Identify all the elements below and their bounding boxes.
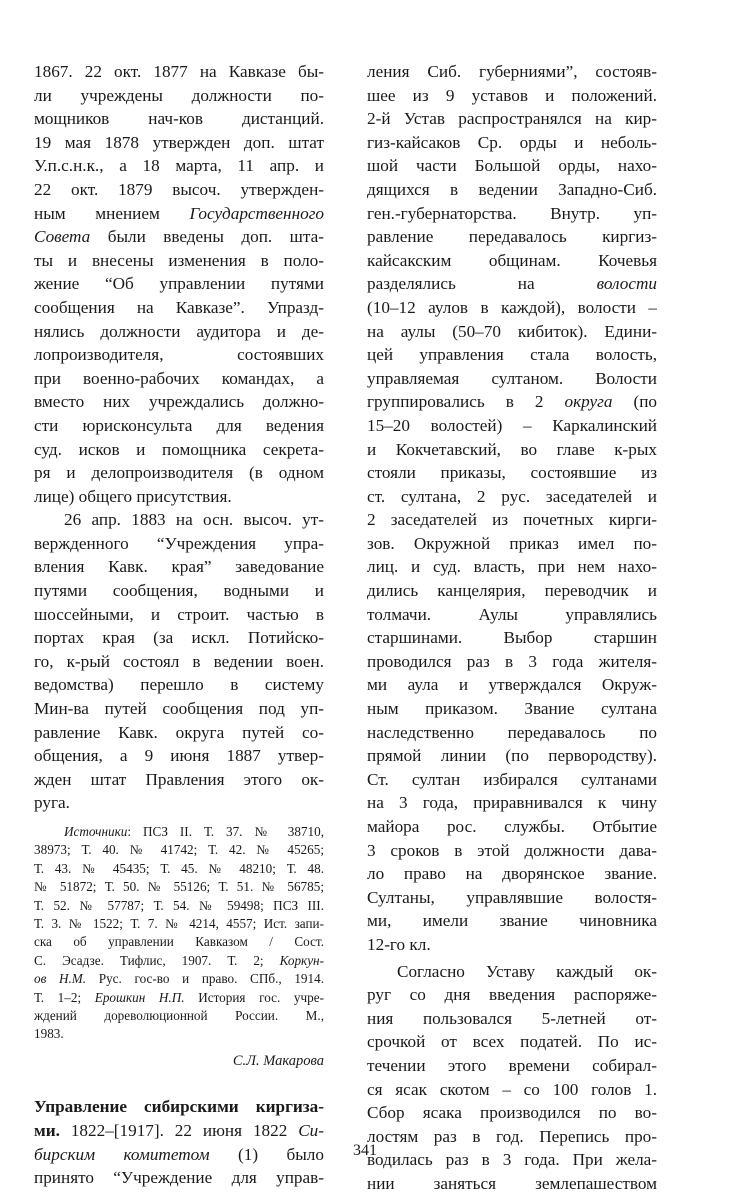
text-line: лице) общего присутствия. [34,486,232,506]
right-column [367,60,657,1196]
text-fragment: (1) было [209,1144,324,1164]
text-line: зов. Окружной приказ имел по- [367,533,657,553]
text-line: вместо них учреждались должно- [34,392,324,412]
text-line: течении этого времени собирал- [367,1055,657,1075]
text-line: Согласно Уставу каждый ок- [397,961,657,981]
text-line: равление Кавк. округа путей со- [34,722,324,742]
text-fragment: группировались в 2 [367,392,565,412]
text-line: вержденного “Учреждения упра- [34,533,324,553]
text-line: ст. султана, 2 рус. заседателей и [367,486,657,506]
text-line: гиз-кайсаков Ср. орды и неболь- [367,132,657,152]
text-line: № 51872; Т. 50. № 55126; Т. 51. № 56785; [34,879,324,895]
text-line: ведомства) перешло в систему [34,675,324,695]
italic-term: округа [564,392,613,412]
text-line: цей управления стала волость, [367,345,657,365]
paragraph-2 [34,508,324,815]
text-line: сти юрисконсульта для ведения [34,415,324,435]
text-line: старшинами. Выбор старшин [367,628,657,648]
text-line: Сбор ясака производился по во- [367,1103,657,1123]
text-line: срочкой от всех податей. По ис- [367,1032,657,1052]
text-line: шой части Большой орды, нахо- [367,156,657,176]
text-line: ми, имели звание чиновника [367,911,657,931]
text-line: 38973; Т. 40. № 41742; Т. 42. № 45265; [34,842,324,858]
italic-term: Совета [34,227,91,247]
text-line: портах края (за искл. Потийско- [34,628,324,648]
text-fragment: были введены доп. шта- [90,227,324,247]
paragraph-3 [367,60,657,957]
text-line: жден штат Правления этого ок- [34,769,324,789]
text-fragment: разделялись на [367,274,597,294]
text-line: наследственно передавалось по [367,722,657,742]
text-fragment: ным мнением [34,203,190,223]
text-line: 12-го кл. [367,934,431,954]
italic-author: ов Н.М. [34,971,87,987]
text-line: 22 окт. 1879 высоч. утвержден- [34,179,324,199]
paragraph-1 [34,60,324,508]
sources-label: Источники [64,824,128,839]
italic-term: бирским комитетом [34,1144,210,1164]
text-line: лиц. и суд. власть, при нем нахо- [367,557,657,577]
text-line: общения, а 9 июня 1887 утвер- [34,746,324,766]
page-number: 341 [353,1142,377,1159]
text-line [367,272,657,296]
text-line: майора рос. службы. Отбытие [367,817,657,836]
text-line: проводился раз в 3 года жителя- [367,651,657,671]
text-line: руг со дня введения распоряже- [367,985,657,1005]
text-line: Т. 43. № 45435; Т. 45. № 48210; Т. 48. [34,860,324,876]
text-line: 3 сроков в этой должности дава- [367,840,657,860]
italic-author: Ерошкин Н.П. [94,989,185,1005]
text-line: ло право на дворянское звание. [367,864,657,884]
text-line: путями сообщения, водными и [34,581,324,601]
text-line: 2 заседателей из почетных кирги- [367,510,657,530]
text-line: на аулы (50–70 кибиток). Едини- [367,321,657,341]
text-line: ния пользовался 5-летней от- [367,1008,657,1028]
text-line: ска об управлении Кавказом / Сост. [34,934,324,950]
text-line [34,225,324,249]
text-line: кайсакским общинам. Кочевья [367,250,657,270]
text-line: 2-й Устав распространялся на кир- [367,109,657,129]
text-line [34,970,324,988]
text-fragment: Т. 1–2; [34,989,95,1005]
text-line: 1983. [34,1026,64,1042]
text-line: ждений дореволюционной России. М., [34,1008,324,1024]
text-line: дящихся в ведении Западно-Сиб. [367,179,657,199]
text-line: жение “Об управлении путями [34,274,324,294]
text-fragment: Рус. гос-во и право. СПб., 1914. [86,971,324,987]
text-line [34,823,324,841]
text-fragment: (по [612,392,657,412]
text-line: ся ясак скотом – со 100 голов 1. [367,1079,657,1099]
text-line: водилась раз в 3 года. При жела- [367,1150,657,1170]
article-author: С.Л. Макарова [232,1052,324,1069]
article-title: Управление сибирскими киргиза- [34,1097,324,1117]
text-line: руга. [34,793,70,813]
text-line: Султаны, управлявшие волостя- [367,887,657,907]
text-line [34,952,324,970]
italic-term: Государственного [189,203,324,223]
italic-term: волости [596,274,657,294]
text-line: (10–12 аулов в каждой), волости – [367,297,657,317]
italic-term: Си- [298,1121,324,1141]
text-fragment: С. Эсадзе. Тифлис, 1907. Т. 2; [34,952,280,968]
text-line: ми аула и утверждался Окруж- [367,675,657,695]
paragraph-4 [367,960,657,1196]
text-fragment: История гос. учре- [184,989,324,1005]
text-line: стояли приказы, состоявшие из [367,463,657,483]
text-line: 19 мая 1878 утвержден доп. штат [34,132,324,152]
text-line: прямой линии (по первородству). [367,746,657,766]
text-line [34,1119,324,1143]
text-line: Мин-ва путей сообщения под уп- [34,699,324,719]
text-line: Т. 52. № 57787; Т. 54. № 59498; ПСЗ III. [34,897,324,913]
sources-block [34,823,324,1044]
text-line: вления Кавк. края” заведование [34,557,324,577]
text-line: принято “Учреждение для управ- [34,1168,324,1188]
text-line: суд. исков и помощника секрета- [34,439,324,459]
text-line [34,202,324,226]
text-line: Т. 3. № 1522; Т. 7. № 4214, 4557; Ист. запи- [34,916,324,932]
text-line: У.п.с.н.к., а 18 марта, 11 апр. и [34,156,324,176]
text-line: ным приказом. Звание султана [367,699,657,719]
article-title-end: ми. [34,1121,60,1141]
text-line: го, к-рый состоял в ведении воен. [34,651,324,671]
text-line: нялись должности аудитора и де- [34,321,324,341]
text-fragment: : ПСЗ II. Т. 37. № 38710, [127,824,324,839]
text-line: и Кокчетавский, во главе к-рых [367,439,657,459]
text-line: равление передавалось киргиз- [367,227,657,247]
text-line: ления Сиб. губерниями”, состояв- [367,62,657,81]
text-line: управляемая султаном. Волости [367,368,657,388]
left-column [34,60,324,1190]
text-line: Ст. султан избирался султанами [367,769,657,789]
text-line: ли учреждены должности по- [34,85,324,105]
text-line: 1867. 22 окт. 1877 на Кавказе бы- [34,62,324,81]
text-line: сообщения на Кавказе”. Упразд- [34,297,324,317]
text-line: мощников нач-ков дистанций. [34,109,324,129]
text-line: ря и делопроизводителя (в одном [34,463,324,483]
text-line: на 3 года, приравнивался к чину [367,793,657,813]
text-line: ген.-губернаторства. Внутр. уп- [367,203,657,223]
text-line: шоссейными, и строит. частью в [34,604,324,624]
text-line [34,989,324,1007]
text-line: толмачи. Аулы управлялись [367,604,657,624]
text-line [367,390,657,414]
text-line: шее из 9 уставов и положений. [367,85,657,105]
text-line: нии заняться землепашеством [367,1173,657,1193]
text-line: лопроизводителя, состоявших [34,345,324,365]
text-line: ты и внесены изменения в поло- [34,250,324,270]
text-line: 15–20 волостей) – Каркалинский [367,415,657,435]
text-fragment: 1822–[1917]. 22 июня 1822 [59,1121,299,1141]
text-line: 26 апр. 1883 на осн. высоч. ут- [64,510,324,530]
text-line: дились канцелярия, переводчик и [367,581,657,601]
text-line: лостям раз в год. Перепись про- [367,1126,657,1146]
italic-author: Коркун- [279,952,324,968]
text-line: при военно-рабочих командах, а [34,368,324,388]
